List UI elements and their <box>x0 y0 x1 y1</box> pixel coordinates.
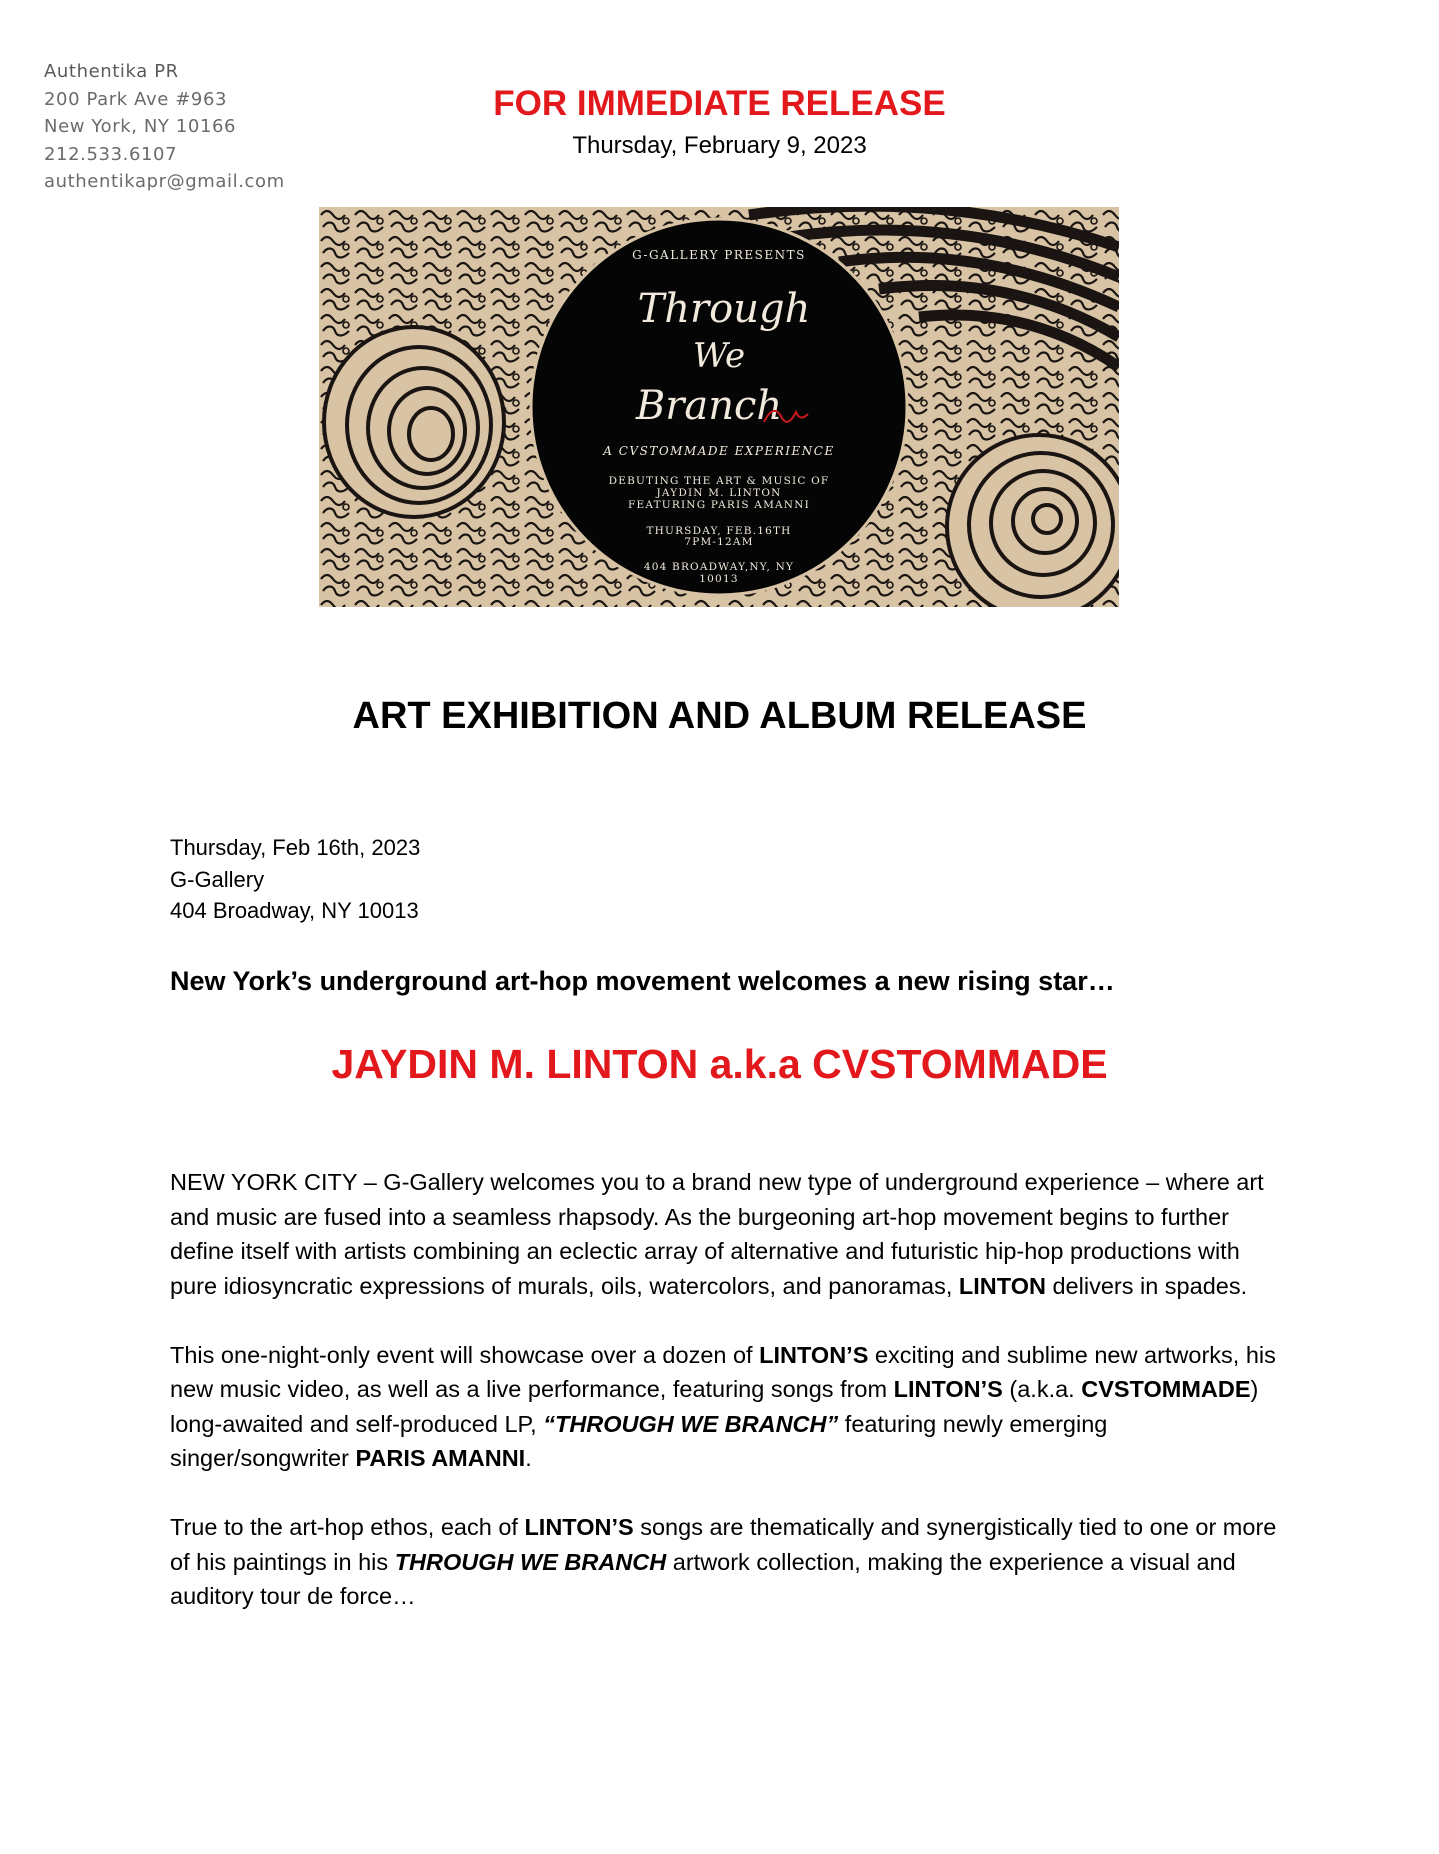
sender-name: Authentika PR <box>44 61 179 82</box>
poster-date-line1: THURSDAY, FEB.16TH <box>646 525 792 537</box>
poster-artwork <box>319 207 1119 607</box>
artist-heading: JAYDIN M. LINTON a.k.a CVSTOMMADE <box>331 1041 1108 1087</box>
poster-venue-line1: 404 BROADWAY,NY, NY <box>643 561 795 573</box>
sender-phone: 212.533.6107 <box>44 143 178 165</box>
event-info <box>170 832 420 927</box>
p3-text: songs are thematically and synergistically tied to one or more of his paintings in his <box>170 1514 1283 1575</box>
sender-email: authentikapr@gmail.com <box>44 171 285 192</box>
p2-bold-lintons: LINTON’S <box>759 1341 869 1368</box>
p2-text: ) long-awaited and self-produced LP, <box>170 1376 1265 1437</box>
release-label: FOR IMMEDIATE RELEASE <box>493 84 946 123</box>
event-venue: G-Gallery <box>170 866 265 892</box>
sender-block <box>44 58 285 196</box>
p2-text-end: . <box>525 1445 532 1471</box>
poster-subtitle: A CVSTOMMADE EXPERIENCE <box>603 444 835 458</box>
p2-text: This one-night-only event will showcase over a dozen of <box>170 1341 760 1368</box>
poster-venue-line2: 10013 <box>699 573 739 585</box>
event-date: Thursday, Feb 16th, 2023 <box>170 835 421 860</box>
paragraph-1 <box>170 1165 1280 1303</box>
poster-debut-line2: JAYDIN M. LINTON <box>656 487 782 499</box>
p2-album-title: “THROUGH WE BRANCH” <box>543 1410 839 1437</box>
p2-text: featuring newly emerging singer/songwriter <box>170 1410 1114 1471</box>
poster-date-line2: 7PM-12AM <box>684 536 754 548</box>
poster-left-swirl <box>324 327 504 517</box>
poster-right-swirl <box>947 435 1119 607</box>
p1-text: NEW YORK CITY – G-Gallery welcomes you to a brand new type of underground experience – where art and music are fused into a seamless rhapsody. As the burgeoning art-hop movement begins to further define itself with artists combining an eclectic array of alternative and futuristic hip-hop productions with pure idiosyncratic expressions of murals, oils, watercolors, and panoramas, <box>170 1169 1271 1299</box>
paragraph-3 <box>170 1510 1283 1614</box>
poster-debut-line3: FEATURING PARIS AMANNI <box>628 499 810 511</box>
p2-text: exciting and sublime new artworks, his new music video, as well as a live performance, featuring songs from <box>170 1341 1283 1402</box>
poster-title-line2: We <box>692 336 746 376</box>
event-address: 404 Broadway, NY 10013 <box>170 898 419 923</box>
poster-title-line1: Through <box>637 286 811 332</box>
p1-text-end: delivers in spades. <box>1045 1272 1248 1299</box>
headline: ART EXHIBITION AND ALBUM RELEASE <box>352 695 1087 737</box>
p2-text: (a.k.a. <box>1002 1376 1082 1402</box>
p2-bold-lintons: LINTON’S <box>893 1376 1003 1402</box>
p3-bold-lintons: LINTON’S <box>524 1514 634 1540</box>
p3-text: True to the art-hop ethos, each of <box>170 1514 525 1540</box>
poster-title-line3: Branch <box>635 383 783 429</box>
p3-text-end: artwork collection, making the experience a visual and auditory tour de force… <box>170 1548 1243 1609</box>
paragraph-2 <box>170 1338 1283 1476</box>
event-poster <box>319 207 1119 607</box>
sender-city: New York, NY 10166 <box>44 116 237 137</box>
p2-bold-paris-amanni: PARIS AMANNI <box>355 1445 526 1471</box>
p1-bold-linton: LINTON <box>958 1272 1046 1299</box>
release-date: Thursday, February 9, 2023 <box>572 132 867 159</box>
sender-address: 200 Park Ave #963 <box>44 88 228 110</box>
body-text <box>170 1165 1283 1648</box>
tagline: New York’s underground art-hop movement welcomes a new rising star… <box>170 966 1115 996</box>
poster-debut-line1: DEBUTING THE ART & MUSIC OF <box>608 475 830 487</box>
p3-collection-title: THROUGH WE BRANCH <box>394 1548 667 1575</box>
poster-presents: G-GALLERY PRESENTS <box>632 248 806 262</box>
p2-bold-cvstommade: CVSTOMMADE <box>1081 1376 1251 1402</box>
